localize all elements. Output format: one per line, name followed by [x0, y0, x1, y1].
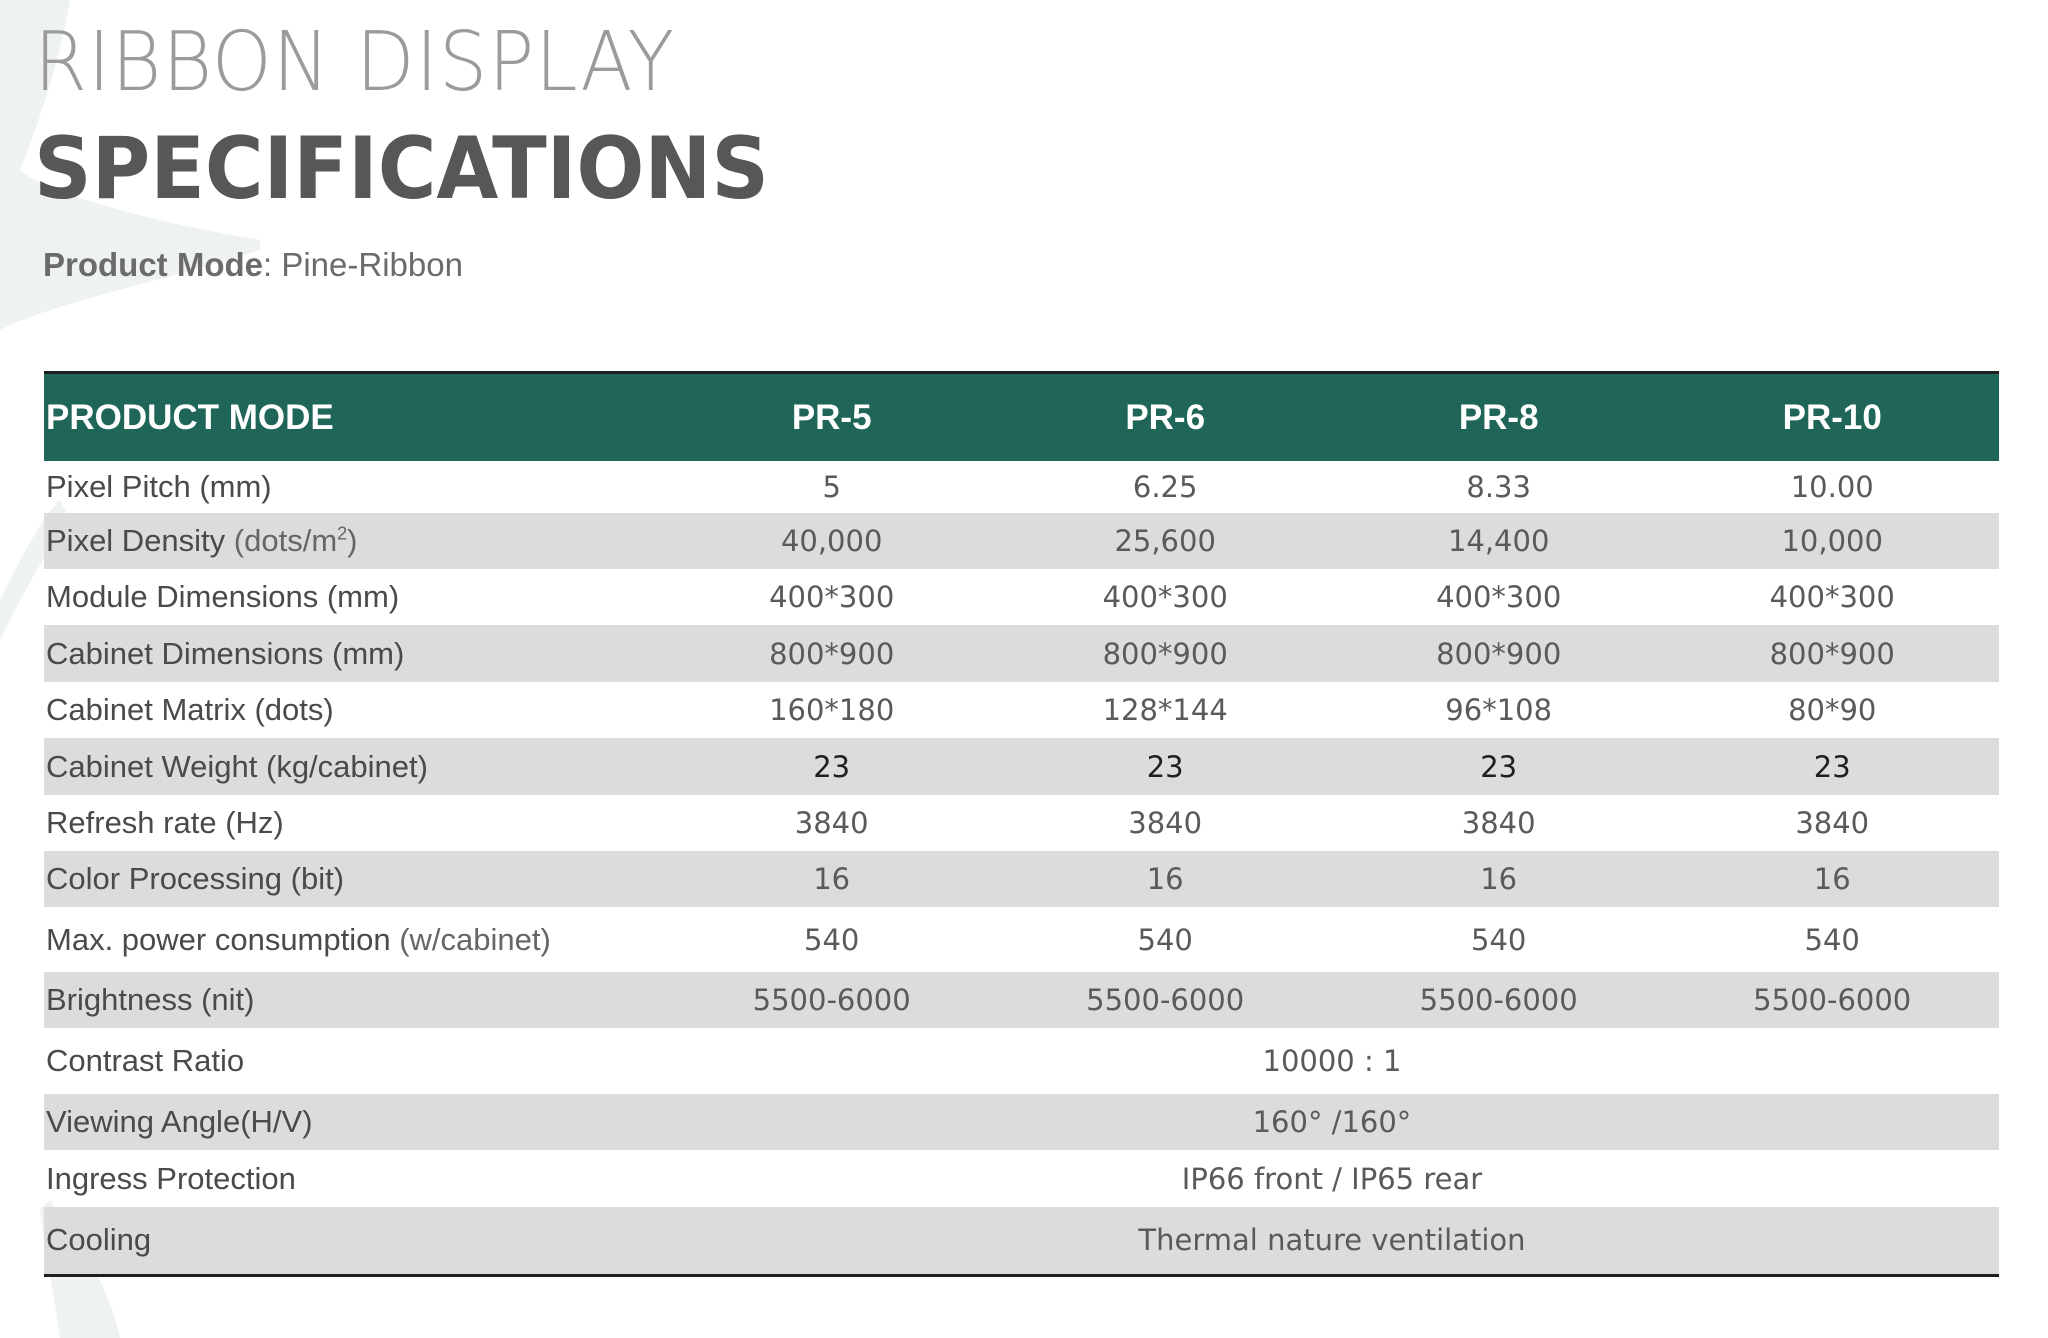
- table-cell: 3840: [1461, 806, 1536, 840]
- table-header-row: [44, 373, 1999, 462]
- row-label: Cabinet Dimensions (mm): [44, 625, 665, 682]
- row-label-text: Pixel Density: [46, 523, 234, 558]
- table-row-pixel-density: [44, 513, 1999, 569]
- table-cell-span: IP66 front / IP65 rear: [1181, 1161, 1483, 1196]
- row-label: Pixel Pitch (mm): [46, 469, 272, 504]
- table-cell: 5500-6000: [1332, 972, 1666, 1028]
- table-cell: 400*300: [1769, 580, 1895, 614]
- table-row-refresh-rate: [44, 795, 1999, 851]
- product-mode-separator: :: [263, 246, 282, 283]
- row-label: Refresh rate (Hz): [46, 805, 284, 840]
- table-cell: 25,600: [998, 513, 1332, 569]
- table-row-viewing-angle: [44, 1094, 1999, 1150]
- table-cell: 5500-6000: [665, 972, 999, 1028]
- row-label-unit: (dots/m: [233, 523, 338, 558]
- table-row-cabinet-dimensions: [44, 625, 1999, 682]
- table-cell-span: Thermal nature ventilation: [665, 1207, 1999, 1275]
- table-cell: 540: [1137, 922, 1193, 957]
- table-cell: 16: [665, 851, 999, 907]
- table-cell: 400*300: [769, 580, 895, 614]
- table-cell: 80*90: [1788, 693, 1877, 727]
- table-cell: 10.00: [1790, 470, 1874, 504]
- table-cell: 800*900: [665, 625, 999, 682]
- table-row-contrast-ratio: [44, 1028, 1999, 1094]
- title-ribbon-display: RIBBON DISPLAY: [34, 15, 676, 110]
- row-label: Ingress Protection: [46, 1160, 296, 1196]
- table-cell: 160*180: [769, 693, 895, 727]
- table-cell: 540: [804, 922, 860, 957]
- header-product-mode: PRODUCT MODE: [44, 373, 665, 462]
- table-row-cabinet-matrix: [44, 682, 1999, 738]
- header-model: PR-8: [1332, 373, 1666, 462]
- table-row-cooling: [44, 1207, 1999, 1275]
- table-cell: 8.33: [1466, 470, 1531, 504]
- row-label-unit: (w/cabinet): [399, 921, 551, 957]
- table-cell: 540: [1471, 922, 1527, 957]
- table-row-pixel-pitch: [44, 461, 1999, 513]
- row-label: Brightness (nit): [44, 972, 665, 1028]
- row-label: Cabinet Weight (kg/cabinet): [44, 738, 665, 795]
- table-cell: 3840: [794, 806, 869, 840]
- table-row-max-power: [44, 907, 1999, 972]
- table-cell: 23: [998, 738, 1332, 795]
- header-model: PR-10: [1665, 373, 1999, 462]
- row-label: [44, 907, 665, 972]
- table-cell: 23: [1665, 738, 1999, 795]
- header-model: PR-5: [665, 373, 999, 462]
- table-cell: 800*900: [998, 625, 1332, 682]
- product-mode-line: [43, 246, 463, 284]
- table-row-ingress-protection: [44, 1150, 1999, 1207]
- table-cell: 128*144: [1102, 693, 1228, 727]
- table-cell: 23: [665, 738, 999, 795]
- row-label: Cooling: [44, 1207, 665, 1275]
- table-row-brightness: [44, 972, 1999, 1028]
- spec-table: [44, 371, 1999, 1277]
- table-cell: 23: [1332, 738, 1666, 795]
- table-cell: 540: [1804, 922, 1860, 957]
- table-cell: 5500-6000: [1665, 972, 1999, 1028]
- table-row-color-processing: [44, 851, 1999, 907]
- product-mode-label: Product Mode: [43, 246, 263, 283]
- row-label: [44, 513, 665, 569]
- row-label: Cabinet Matrix (dots): [46, 692, 334, 727]
- table-cell: 3840: [1795, 806, 1870, 840]
- table-cell: 14,400: [1332, 513, 1666, 569]
- row-label: Color Processing (bit): [44, 851, 665, 907]
- title-specifications: SPECIFICATIONS: [34, 119, 769, 219]
- table-cell: 5: [822, 470, 841, 504]
- row-label: Contrast Ratio: [46, 1043, 245, 1078]
- table-row-module-dimensions: [44, 569, 1999, 625]
- table-row-cabinet-weight: [44, 738, 1999, 795]
- row-label-text: Max. power consumption: [46, 921, 400, 957]
- row-label-sup: 2: [337, 523, 348, 544]
- table-cell-span: 10000 : 1: [1262, 1044, 1402, 1078]
- table-cell: 800*900: [1332, 625, 1666, 682]
- header-model: PR-6: [998, 373, 1332, 462]
- table-cell: 6.25: [1132, 470, 1198, 504]
- row-label: Viewing Angle(H/V): [44, 1094, 665, 1150]
- table-cell: 16: [1665, 851, 1999, 907]
- row-label-unit-close: ): [347, 523, 358, 558]
- table-cell: 40,000: [665, 513, 999, 569]
- table-cell: 3840: [1128, 806, 1203, 840]
- table-cell: 5500-6000: [998, 972, 1332, 1028]
- table-cell: 96*108: [1445, 693, 1553, 727]
- row-label: Module Dimensions (mm): [46, 579, 400, 614]
- table-cell: 800*900: [1665, 625, 1999, 682]
- table-cell: 400*300: [1436, 580, 1562, 614]
- table-cell-span: 160° /160°: [665, 1094, 1999, 1150]
- table-cell: 16: [998, 851, 1332, 907]
- table-cell: 400*300: [1102, 580, 1228, 614]
- product-mode-value: Pine-Ribbon: [281, 246, 463, 283]
- table-cell: 16: [1332, 851, 1666, 907]
- table-cell: 10,000: [1665, 513, 1999, 569]
